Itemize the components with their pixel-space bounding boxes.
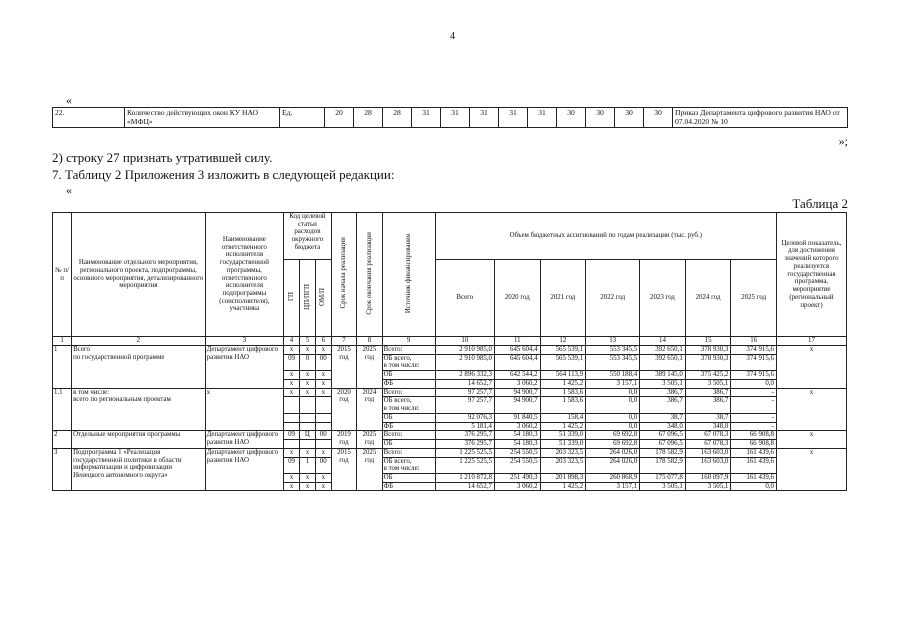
row-value: 392 650,1 <box>640 354 686 370</box>
row-target: х <box>776 431 846 448</box>
row-value: 97 257,7 <box>435 397 494 413</box>
code-ommp: х <box>315 346 331 355</box>
row-value: 264 026,0 <box>586 457 640 473</box>
header-ommp: ОМ/П <box>319 287 327 306</box>
header-num: № п/п <box>53 213 72 337</box>
code-gp <box>284 413 300 422</box>
row-target: х <box>776 388 846 431</box>
code-ommp: х <box>315 448 331 457</box>
row-value: 0,0 <box>586 388 640 397</box>
row-value: 376 295,7 <box>435 440 494 449</box>
code-cpgp: х <box>299 346 315 355</box>
code-ommp <box>315 440 331 449</box>
row-target: х <box>776 346 846 389</box>
row-value: - <box>731 388 777 397</box>
row-value: 14 652,7 <box>435 482 494 491</box>
code-cpgp: х <box>299 482 315 491</box>
row-value: 375 425,2 <box>685 371 731 380</box>
row-value: 161 439,6 <box>731 448 777 457</box>
row22-value: 28 <box>383 108 412 128</box>
row-value: 66 908,8 <box>731 431 777 440</box>
row-source: ОБ всего, в том числе: <box>382 354 435 370</box>
code-ommp: х <box>315 388 331 397</box>
header-total: Всего <box>435 260 494 337</box>
row22-value: 31 <box>441 108 470 128</box>
row-value: 69 692,8 <box>586 440 640 449</box>
column-number: 7 <box>331 337 356 346</box>
code-ommp: х <box>315 482 331 491</box>
row-value: 642 544,2 <box>495 371 541 380</box>
header-gp: ГП <box>287 292 295 302</box>
row22-value: 30 <box>586 108 615 128</box>
row-value: 1 583,6 <box>540 397 586 413</box>
row-end: 2025 год <box>357 346 382 389</box>
row22-num: 22. <box>53 108 125 128</box>
row-source: Всего: <box>382 346 435 355</box>
open-quote: « <box>66 93 72 107</box>
column-number: 16 <box>731 337 777 346</box>
row-value: 5 181,4 <box>435 422 494 431</box>
row-end: 2025 год <box>357 448 382 491</box>
row-value: 3 157,1 <box>586 379 640 388</box>
open-quote-2: « <box>66 183 72 197</box>
row-value: 565 539,1 <box>540 354 586 370</box>
row22-value: 30 <box>644 108 673 128</box>
header-2024: 2024 год <box>685 260 731 337</box>
column-number: 12 <box>540 337 586 346</box>
row22-table <box>52 107 848 128</box>
row-value: 374 915,6 <box>731 354 777 370</box>
row-value: 94 900,7 <box>495 388 541 397</box>
row-source: ОБ <box>382 474 435 483</box>
table-row <box>53 108 848 128</box>
row-value: 3 060,2 <box>495 379 541 388</box>
row-value: 1 225 525,5 <box>435 457 494 473</box>
code-cpgp <box>299 413 315 422</box>
row-value: 553 345,5 <box>586 354 640 370</box>
header-volume: Объем бюджетных ассигнований по годам реализации (тыс. руб.) <box>435 213 776 260</box>
header-source: Источник финансирования <box>404 233 412 313</box>
header-2025: 2025 год <box>731 260 777 337</box>
row-value: 386,7 <box>640 397 686 413</box>
code-gp <box>284 440 300 449</box>
row-value: 254 550,5 <box>495 457 541 473</box>
row-value: 67 096,5 <box>640 440 686 449</box>
row-value: 564 113,9 <box>540 371 586 380</box>
row-value: 175 077,8 <box>640 474 686 483</box>
column-number: 2 <box>72 337 206 346</box>
code-cpgp: 1 <box>299 457 315 473</box>
code-ommp: х <box>315 474 331 483</box>
row-start: 2015 год <box>331 346 356 389</box>
column-number: 14 <box>640 337 686 346</box>
row-value: 0,0 <box>731 482 777 491</box>
row-value: 1 583,6 <box>540 388 586 397</box>
row-name: Подпрограмма 1 «Реализация государственной политики в области информатизации и цифровизации Ненецкого автономного округа» <box>72 448 206 491</box>
code-gp: х <box>284 388 300 397</box>
row-value: 386,7 <box>685 397 731 413</box>
budget-table <box>52 212 847 491</box>
column-number: 1 <box>53 337 72 346</box>
column-number: 17 <box>776 337 846 346</box>
row-value: 91 840,5 <box>495 413 541 422</box>
code-ommp: 00 <box>315 457 331 473</box>
row-value: 3 505,1 <box>685 379 731 388</box>
row-name: Отдельные мероприятия программы <box>72 431 206 448</box>
code-cpgp: х <box>299 474 315 483</box>
row22-value: 28 <box>354 108 383 128</box>
row-value: 161 439,6 <box>731 457 777 473</box>
row22-value: 30 <box>557 108 586 128</box>
column-number: 15 <box>685 337 731 346</box>
row-value: 3 060,2 <box>495 482 541 491</box>
row-value: 201 898,3 <box>540 474 586 483</box>
row-value: 1 425,2 <box>540 422 586 431</box>
row-value: - <box>731 413 777 422</box>
row22-value: 31 <box>470 108 499 128</box>
code-gp: х <box>284 379 300 388</box>
column-number: 13 <box>586 337 640 346</box>
header-executor: Наименование ответственного исполнителя государственной программы, ответственного исполнителя подпрограммы (соисполнителя), участника <box>205 213 283 337</box>
row22-value: 30 <box>615 108 644 128</box>
row-value: 348,0 <box>640 422 686 431</box>
row-start: 2015 год <box>331 448 356 491</box>
code-ommp <box>315 397 331 413</box>
row22-value: 31 <box>528 108 557 128</box>
column-number: 5 <box>299 337 315 346</box>
row-value: 565 539,1 <box>540 346 586 355</box>
row-source: ОБ <box>382 440 435 449</box>
row-source: ОБ <box>382 413 435 422</box>
code-gp: х <box>284 482 300 491</box>
row22-value: 20 <box>325 108 354 128</box>
instruction-line-1: 2) строку 27 признать утратившей силу. <box>52 150 273 165</box>
row-value: 203 323,5 <box>540 457 586 473</box>
code-gp <box>284 422 300 431</box>
header-2022: 2022 год <box>586 260 640 337</box>
row-end: 2025 год <box>357 431 382 448</box>
table-row <box>53 448 847 457</box>
row-value: 178 582,9 <box>640 448 686 457</box>
table-row <box>53 388 847 397</box>
row-value: 3 157,1 <box>586 482 640 491</box>
row-value: 3 060,2 <box>495 422 541 431</box>
row-source: ОБ <box>382 371 435 380</box>
row-value: 0,0 <box>586 397 640 413</box>
code-gp: 09 <box>284 431 300 440</box>
row-value: 645 604,4 <box>495 346 541 355</box>
row-source: ФБ <box>382 482 435 491</box>
row-executor: Департамент цифрового развития НАО <box>205 346 283 389</box>
row-target: х <box>776 448 846 491</box>
row-num: 1.1 <box>53 388 72 431</box>
row-value: 0,0 <box>586 422 640 431</box>
row-value: 392 650,1 <box>640 346 686 355</box>
row-value: 54 180,3 <box>495 440 541 449</box>
row-value: 1 425,2 <box>540 379 586 388</box>
row-value: 51 339,0 <box>540 440 586 449</box>
code-gp: х <box>284 474 300 483</box>
row-value: 0,0 <box>586 413 640 422</box>
row-value: 67 078,3 <box>685 431 731 440</box>
row-name: в том числе: всего по региональным проектам <box>72 388 206 431</box>
row-value: 94 900,7 <box>495 397 541 413</box>
row-start: 2019 год <box>331 431 356 448</box>
code-ommp <box>315 413 331 422</box>
row-source: ОБ всего, в том числе: <box>382 457 435 473</box>
code-gp: х <box>284 371 300 380</box>
row-source: ФБ <box>382 422 435 431</box>
row-value: 254 550,5 <box>495 448 541 457</box>
code-gp: 09 <box>284 354 300 370</box>
code-gp: х <box>284 346 300 355</box>
row22-name: Количество действующих окон КУ НАО «МФЦ» <box>125 108 280 128</box>
header-code: Код целевой статьи расходов окружного бюджета <box>284 213 332 260</box>
row-value: 67 096,5 <box>640 431 686 440</box>
code-gp: 09 <box>284 457 300 473</box>
row-value: 66 908,8 <box>731 440 777 449</box>
row-value: 378 930,3 <box>685 346 731 355</box>
row-value: 3 505,1 <box>685 482 731 491</box>
column-number: 9 <box>382 337 435 346</box>
table-row <box>53 346 847 355</box>
row-value: 1 210 872,8 <box>435 474 494 483</box>
row-value: 92 076,3 <box>435 413 494 422</box>
code-cpgp: х <box>299 388 315 397</box>
header-target: Целевой показатель, для достижения значений которого реализуется государственная программа, мероприятие (региональный проект) <box>776 213 846 337</box>
header-2020: 2020 год <box>495 260 541 337</box>
row-value: 389 145,0 <box>640 371 686 380</box>
row-num: 3 <box>53 448 72 491</box>
row-executor: Департамент цифрового развития НАО <box>205 448 283 491</box>
row-value: 348,0 <box>685 422 731 431</box>
code-ommp: 00 <box>315 354 331 370</box>
code-gp: х <box>284 448 300 457</box>
row-value: 1 225 525,5 <box>435 448 494 457</box>
row-source: Всего: <box>382 431 435 440</box>
row-num: 1 <box>53 346 72 389</box>
row-value: 376 295,7 <box>435 431 494 440</box>
column-number: 11 <box>495 337 541 346</box>
row-value: 2 910 985,0 <box>435 354 494 370</box>
header-2023: 2023 год <box>640 260 686 337</box>
row-value: 163 603,0 <box>685 448 731 457</box>
row-name: Всего по государственной программе <box>72 346 206 389</box>
row-value: 3 505,1 <box>640 379 686 388</box>
row-value: 374 915,6 <box>731 371 777 380</box>
header-name: Наименование отдельного мероприятия, регионального проекта, подпрограммы, основного мероприятия, детализированного мероприятия <box>72 213 206 337</box>
row-value: 2 896 332,3 <box>435 371 494 380</box>
row-source: Всего: <box>382 448 435 457</box>
row22-value: 31 <box>499 108 528 128</box>
row-value: 51 339,0 <box>540 431 586 440</box>
column-number: 10 <box>435 337 494 346</box>
header-end: Срок окончания реализации <box>365 231 373 315</box>
row-value: 163 603,0 <box>685 457 731 473</box>
row-value: - <box>731 397 777 413</box>
row-value: 54 180,3 <box>495 431 541 440</box>
row-source: Всего: <box>382 388 435 397</box>
instruction-line-2: 7. Таблицу 2 Приложения 3 изложить в следующей редакции: <box>52 167 395 182</box>
row-value: 0,0 <box>731 379 777 388</box>
row22-source: Приказ Департамента цифрового развития НАО от 07.04.2020 № 10 <box>673 108 848 128</box>
column-number: 8 <box>357 337 382 346</box>
code-cpgp <box>299 422 315 431</box>
row-value: 374 915,6 <box>731 346 777 355</box>
row-value: 38,7 <box>640 413 686 422</box>
row-value: 67 078,3 <box>685 440 731 449</box>
row-value: 1 425,2 <box>540 482 586 491</box>
code-cpgp: 0 <box>299 354 315 370</box>
row-value: 260 868,9 <box>586 474 640 483</box>
row-source: ФБ <box>382 379 435 388</box>
row-value: 158,4 <box>540 413 586 422</box>
header-start: Срок начала реализации <box>340 237 348 309</box>
code-ommp: х <box>315 371 331 380</box>
table-caption: Таблица 2 <box>792 196 848 211</box>
code-cpgp: Ц <box>299 431 315 440</box>
row-value: 161 439,6 <box>731 474 777 483</box>
code-cpgp <box>299 440 315 449</box>
row-executor: х <box>205 388 283 431</box>
close-quote: »; <box>838 134 848 148</box>
column-number-row <box>53 337 847 346</box>
column-number: 4 <box>284 337 300 346</box>
row-value: 160 097,9 <box>685 474 731 483</box>
row-value: - <box>731 422 777 431</box>
header-2021: 2021 год <box>540 260 586 337</box>
row-source: ОБ всего, в том числе: <box>382 397 435 413</box>
row-value: 14 652,7 <box>435 379 494 388</box>
row-value: 386,7 <box>640 388 686 397</box>
table-row <box>53 431 847 440</box>
row-value: 386,7 <box>685 388 731 397</box>
code-ommp: х <box>315 379 331 388</box>
row-value: 38,7 <box>685 413 731 422</box>
row-value: 553 345,5 <box>586 346 640 355</box>
column-number: 6 <box>315 337 331 346</box>
row-value: 2 910 985,0 <box>435 346 494 355</box>
row22-unit: Ед. <box>280 108 325 128</box>
row-value: 178 582,9 <box>640 457 686 473</box>
header-cpgp: ЦП/ПГП <box>303 283 311 310</box>
row22-value: 31 <box>412 108 441 128</box>
row-num: 2 <box>53 431 72 448</box>
row-executor: Департамент цифрового развития НАО <box>205 431 283 448</box>
code-cpgp: х <box>299 371 315 380</box>
row-value: 3 505,1 <box>640 482 686 491</box>
row-value: 378 930,3 <box>685 354 731 370</box>
row-value: 550 188,4 <box>586 371 640 380</box>
code-ommp <box>315 422 331 431</box>
code-gp <box>284 397 300 413</box>
row-start: 2020 год <box>331 388 356 431</box>
row-value: 264 026,0 <box>586 448 640 457</box>
code-cpgp <box>299 397 315 413</box>
code-cpgp: х <box>299 448 315 457</box>
row-value: 203 323,5 <box>540 448 586 457</box>
code-ommp: 00 <box>315 431 331 440</box>
column-number: 3 <box>205 337 283 346</box>
page-number: 4 <box>450 31 455 42</box>
row-value: 251 490,3 <box>495 474 541 483</box>
code-cpgp: х <box>299 379 315 388</box>
row-value: 69 692,8 <box>586 431 640 440</box>
row-value: 645 604,4 <box>495 354 541 370</box>
row-value: 97 257,7 <box>435 388 494 397</box>
row-end: 2024 год <box>357 388 382 431</box>
